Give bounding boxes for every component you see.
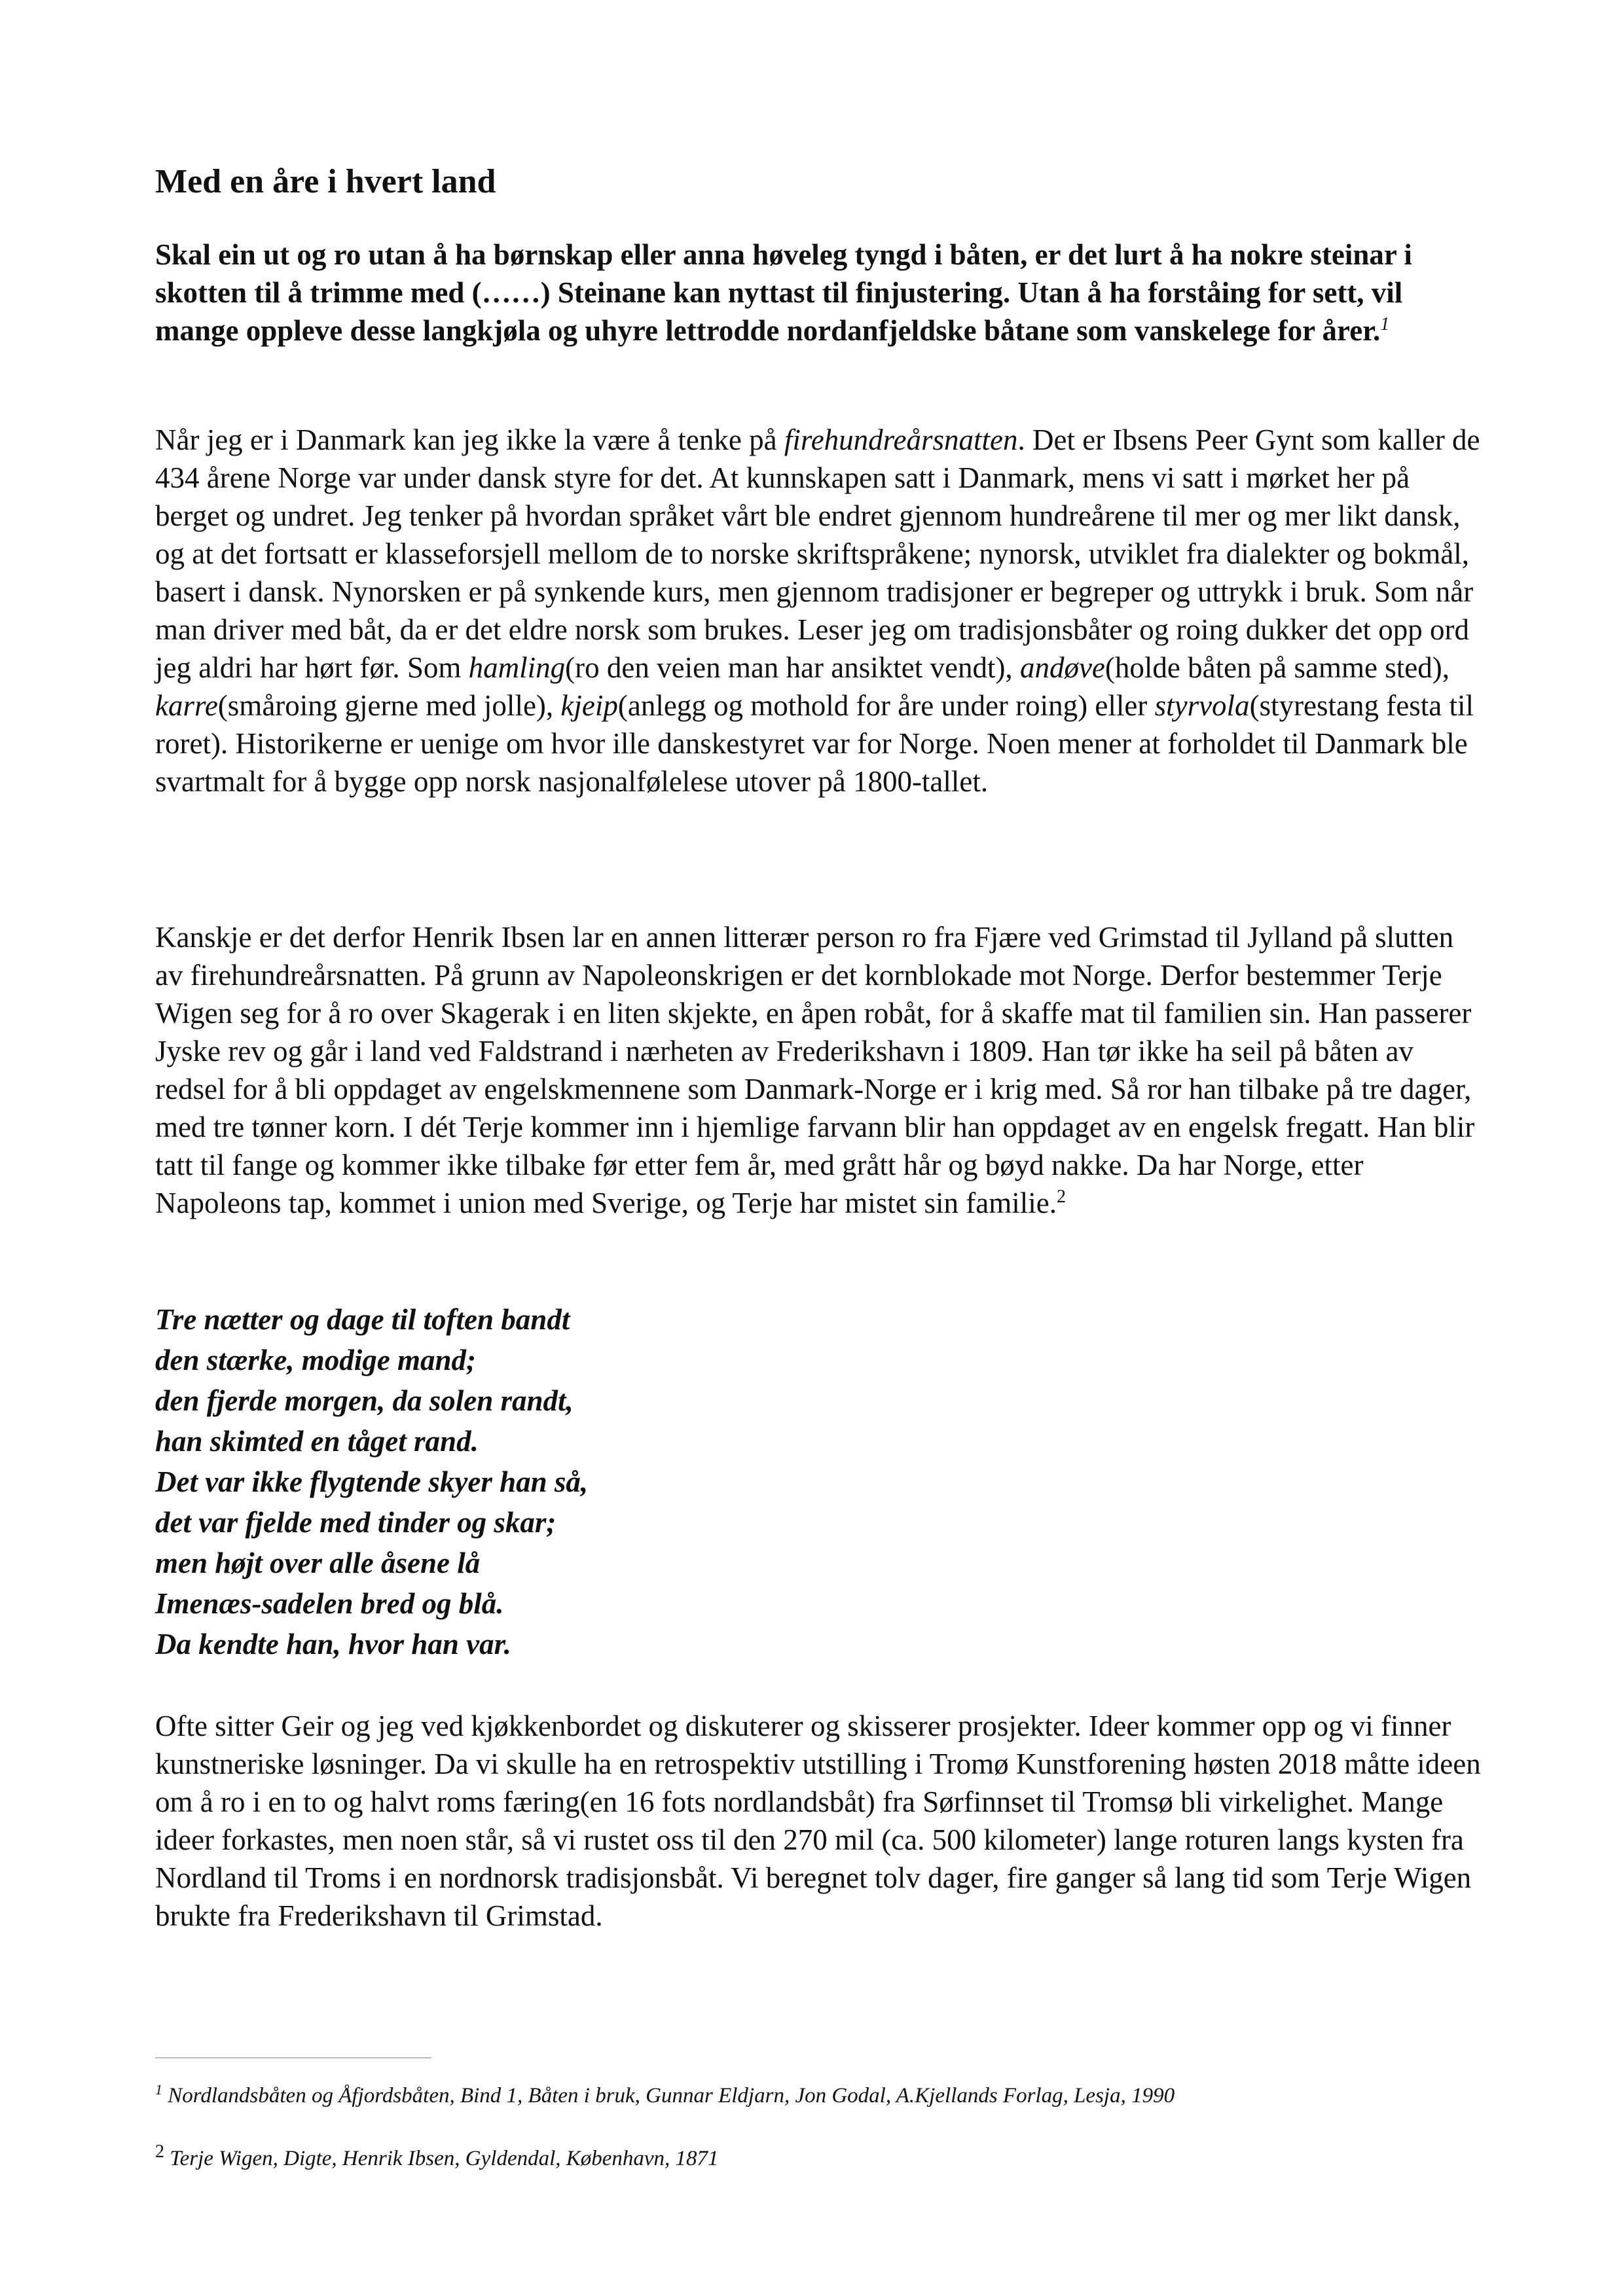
poem-line: Imenæs-sadelen bred og blå. xyxy=(155,1587,504,1620)
footnote-text: Nordlandsbåten og Åfjordsbåten, Bind 1, Båten i bruk, Gunnar Eldjarn, Jon Godal, A.Kjellands Forlag, Lesja, 1990 xyxy=(168,2084,1175,2108)
footnote-mark: 2 xyxy=(155,2142,164,2162)
text-run: Kanskje er det derfor Henrik Ibsen lar en annen litterær person ro fra Fjære ved Grimstad til Jylland på slutten av firehundreårsnatten. På grunn av Napoleonskrigen er det kornblokade mot Norge. Derfor bestemmer Terje Wigen seg for å ro over Skagerak i en liten skjekte, en åpen robåt, for å skaffe mat til familien sin. Han passerer Jyske rev og går i land ved Faldstrand i nærheten av Frederikshavn i 1809. Han tør ikke ha seil på båten av redsel for å bli oppdaget av engelskmennene som Danmark-Norge er i krig med. Så ror han tilbake på tre dager, med tre tønner korn. I dét Terje kommer inn i hjemlige farvann blir han oppdaget av en engelsk fregatt. Han blir tatt til fange og kommer ikke tilbake før etter fem år, med grått hår og bøyd nakke. Da har Norge, etter Napoleons tap, kommet i union med Sverige, og Terje har mistet sin familie. xyxy=(155,921,1475,1219)
italic-term: andøve xyxy=(1019,651,1105,684)
poem-line: han skimted en tåget rand. xyxy=(155,1425,479,1458)
text-run: (småroing gjerne med jolle), xyxy=(217,689,561,722)
text-run: . Det er Ibsens Peer Gynt som kaller de 434 årene Norge var under dansk styre for det. At kunnskapen satt i Danmark, mens vi satt i mørket her på berget og undret. Jeg tenker på hvordan språket vårt ble endret gjennom hundreårene til mer og mer likt dansk, og at det fortsatt er klasseforsjell mellom de to norske skriftspråkene; nynorsk, utviklet fra dialekter og bokmål, basert i dansk. Nynorsken er på synkende kurs, men gjennom tradisjoner er begreper og uttrykk i bruk. Som når man driver med båt, da er det eldre norsk som brukes. Leser jeg om tradisjonsbåter og roing dukker det opp ord jeg aldri har hørt før. Som xyxy=(155,423,1480,684)
paragraph-2 xyxy=(155,918,1484,1222)
paragraph-1 xyxy=(155,421,1484,800)
poem-line: Det var ikke flygtende skyer han så, xyxy=(155,1465,589,1498)
text-run: (ro den veien man har ansiktet vendt), xyxy=(565,651,1020,684)
footnote-ref-2: 2 xyxy=(1056,1187,1066,1207)
text-run: (holde båten på samme sted), xyxy=(1104,651,1450,684)
italic-term: firehundreårsnatten xyxy=(784,423,1018,456)
poem-line: men højt over alle åsene lå xyxy=(155,1547,481,1579)
intro-quote-text: Skal ein ut og ro utan å ha børnskap eller anna høveleg tyngd i båten, er det lurt å ha nokre steinar i skotten til å trimme med (……) Steinane kan nyttast til finjustering. Utan å ha forståing for sett, vil mange oppleve desse langkjøla og uhyre lettrodde nordanfjeldske båtane som vanskelege for årer. xyxy=(155,238,1412,347)
footnote-2 xyxy=(155,2144,1484,2173)
footnote-text: Terje Wigen, Digte, Henrik Ibsen, Gyldendal, København, 1871 xyxy=(170,2147,719,2170)
italic-term: styrvola xyxy=(1154,689,1250,722)
footnote-mark: 1 xyxy=(155,2081,162,2098)
poem-excerpt xyxy=(155,1299,941,1664)
poem-line: Tre nætter og dage til toften bandt xyxy=(155,1303,570,1336)
text-run: Når jeg er i Danmark kan jeg ikke la være å tenke på xyxy=(155,423,784,456)
text-run: (styrestang festa til roret). Historikerne er uenige om hvor ille danskestyret var for Norge. Noen mener at forholdet til Danmark ble svartmalt for å bygge opp norsk nasjonalfølelese utover på 1800-tallet. xyxy=(155,689,1474,798)
intro-quote xyxy=(155,236,1484,350)
footnote-divider xyxy=(155,2057,431,2058)
poem-line: den fjerde morgen, da solen randt, xyxy=(155,1384,574,1417)
italic-term: kjeip xyxy=(560,689,618,722)
paragraph-3 xyxy=(155,1707,1484,1935)
italic-term: hamling xyxy=(468,651,566,684)
italic-term: karre xyxy=(155,689,218,722)
text-run: (anlegg og mothold for åre under roing) eller xyxy=(617,689,1155,722)
text-run: Ofte sitter Geir og jeg ved kjøkkenbordet og diskuterer og skisserer prosjekter. Ideer kommer opp og vi finner kunstneriske løsninger. Da vi skulle ha en retrospektiv utstilling i Tromø Kunstforening høsten 2018 måtte ideen om å ro i en to og halvt roms færing(en 16 fots nordlandsbåt) fra Sørfinnset til Tromsø bli virkelighet. Mange ideer forkastes, men noen står, så vi rustet oss til den 270 mil (ca. 500 kilometer) lange roturen langs kysten fra Nordland til Troms i en nordnorsk tradisjonsbåt. Vi beregnet tolv dager, fire ganger så lang tid som Terje Wigen brukte fra Frederikshavn til Grimstad. xyxy=(155,1710,1481,1932)
poem-line: det var fjelde med tinder og skar; xyxy=(155,1506,556,1539)
document-page xyxy=(155,0,1484,2296)
footnote-1 xyxy=(155,2081,1484,2110)
poem-line: den stærke, modige mand; xyxy=(155,1344,476,1376)
footnote-ref-1: 1 xyxy=(1380,314,1390,334)
poem-line: Da kendte han, hvor han var. xyxy=(155,1628,511,1660)
page-title: Med en åre i hvert land xyxy=(155,163,496,200)
